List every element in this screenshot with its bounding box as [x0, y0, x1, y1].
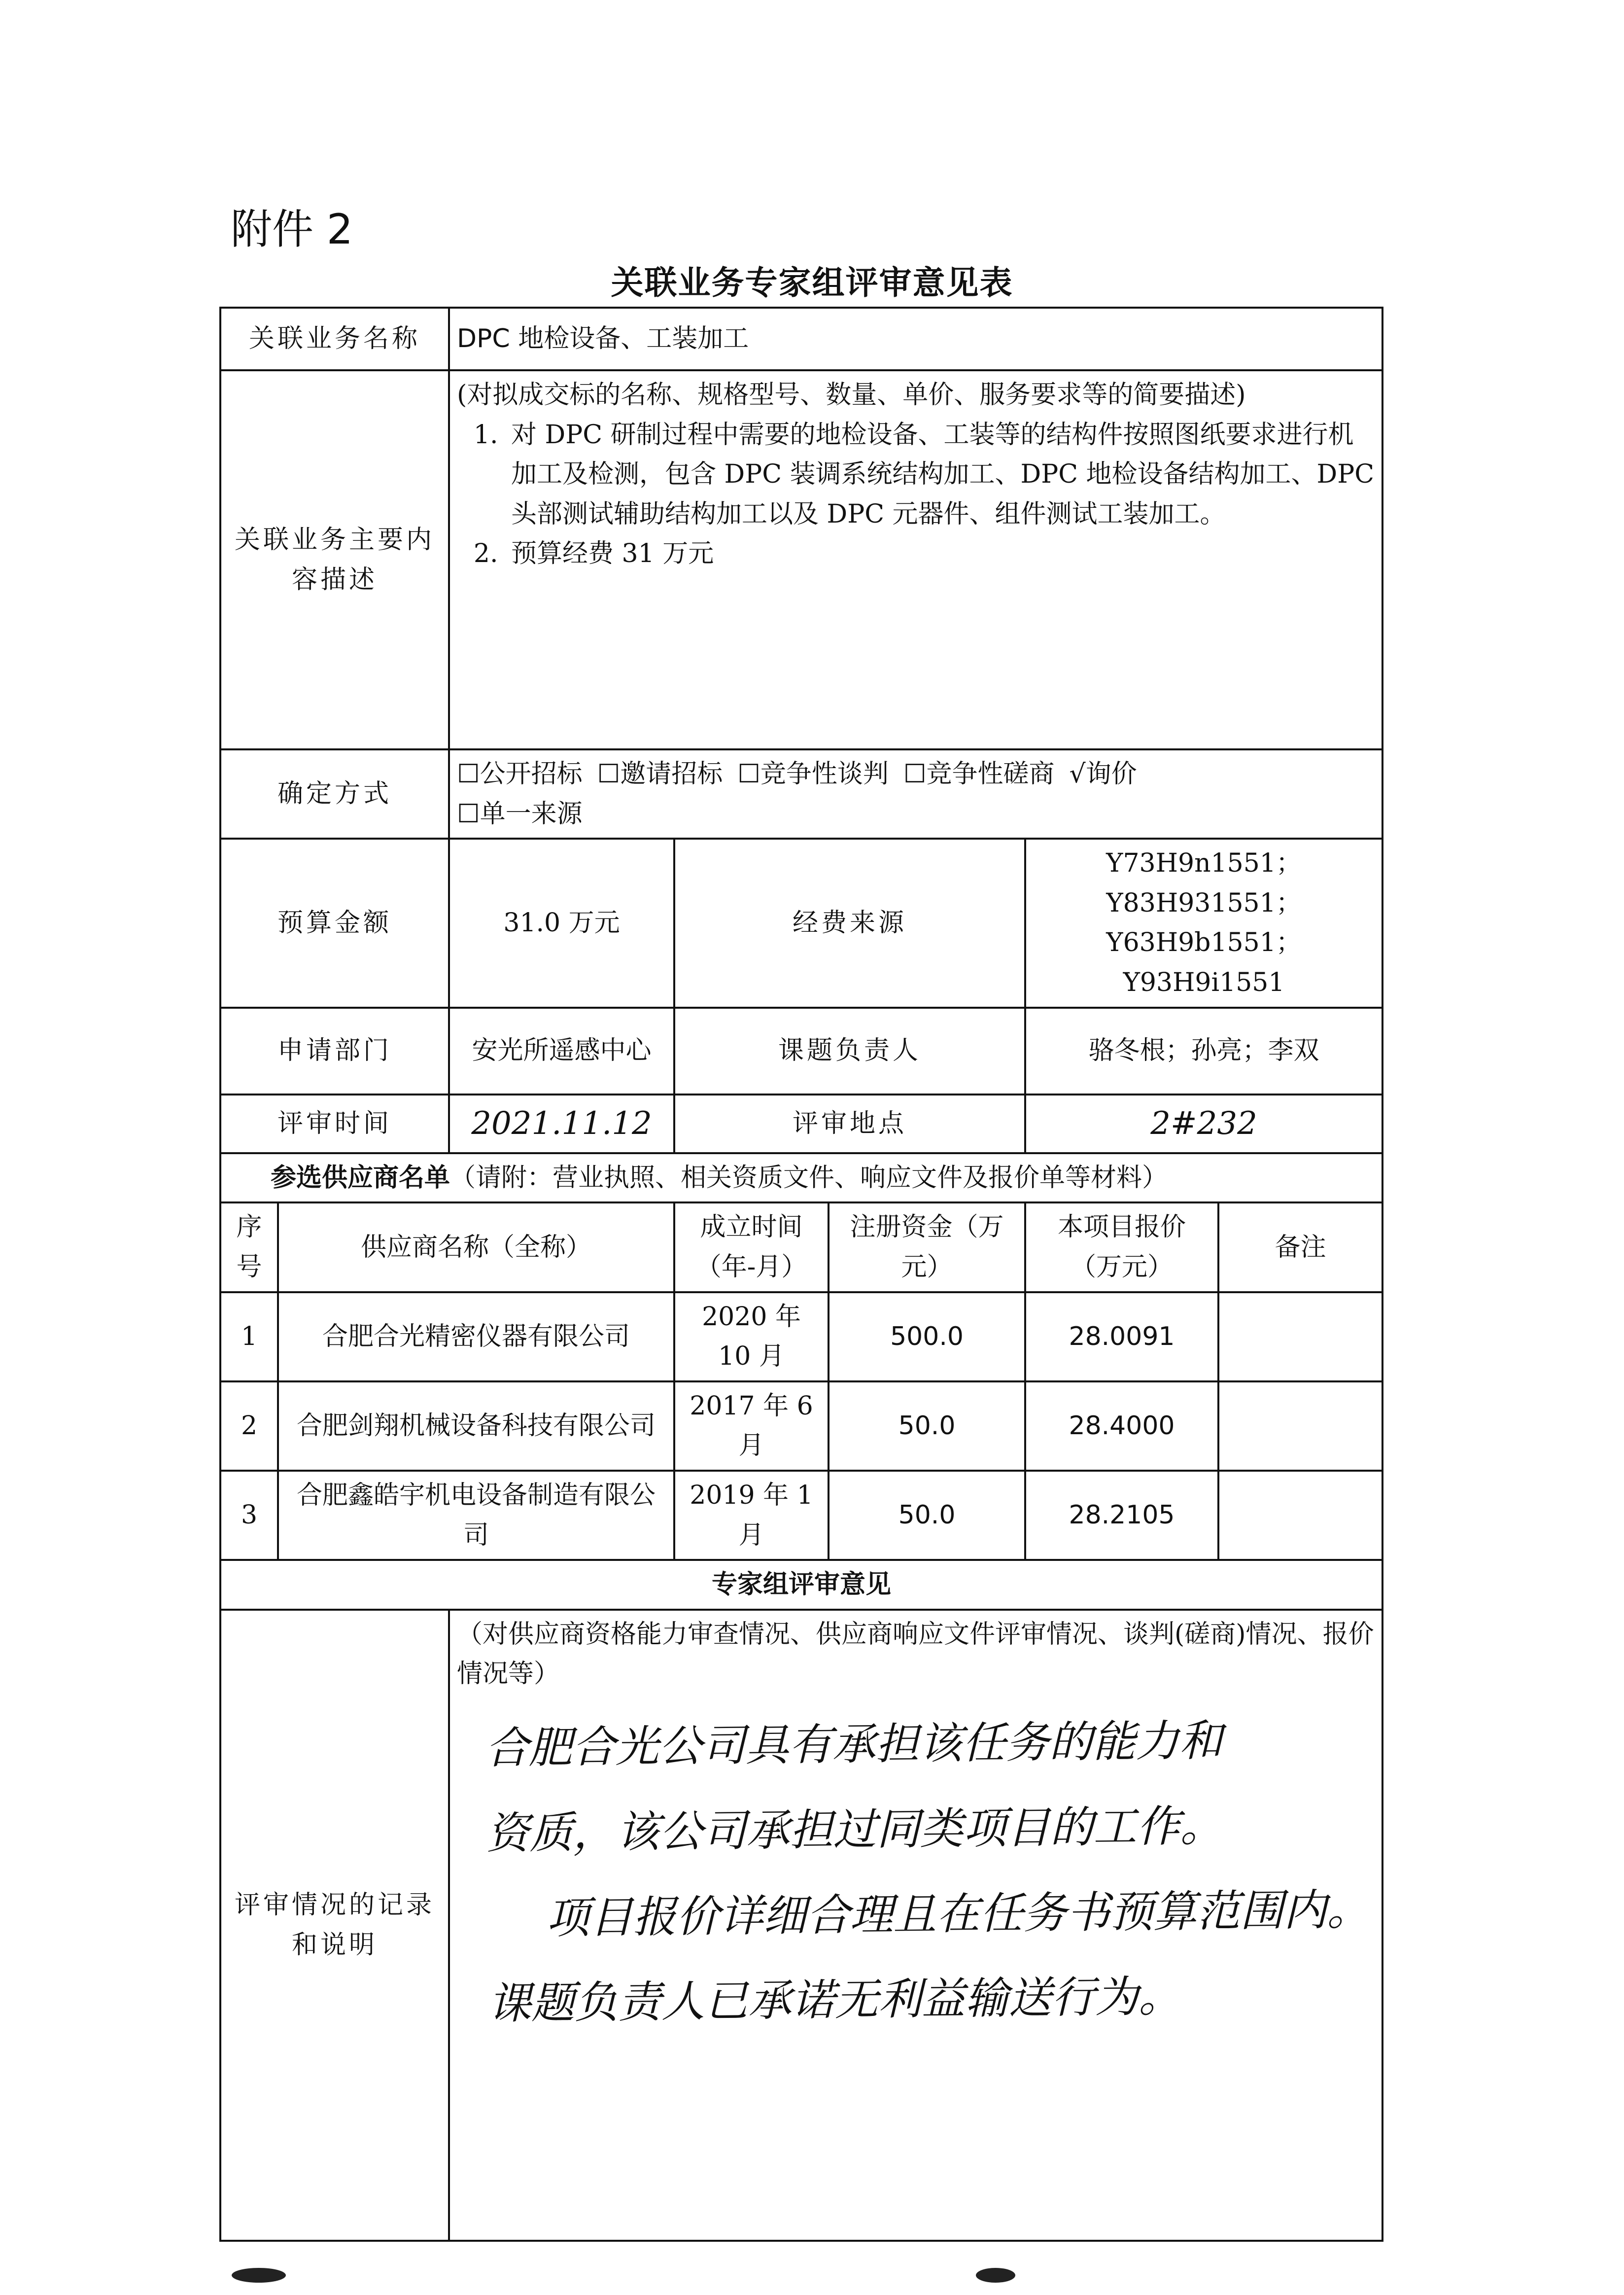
attachment-label: 附件 2 — [231, 205, 353, 253]
business-desc-item: 1. 对 DPC 研制过程中需要的地检设备、工装等的结构件按照图纸要求进行机加工及检测，包含 DPC 装调系统结构加工、DPC 地检设备结构加工、DPC 头部测试辅助结构加工以及 DPC 元器件、组件测试工装加工。 — [506, 415, 1375, 534]
dept-row — [220, 1008, 1382, 1095]
leader-label: 课题负责人 — [674, 1008, 1025, 1095]
business-name-value: DPC 地检设备、工装加工 — [449, 308, 1382, 370]
business-desc-row — [220, 370, 1382, 749]
suppliers-heading-note: （请附：营业执照、相关资质文件、响应文件及报价单等材料） — [450, 1163, 1168, 1193]
opinion-label: 评审情况的记录和说明 — [220, 1610, 449, 2241]
suppliers-header-row — [220, 1202, 1382, 1292]
supplier-capital: 500.0 — [829, 1292, 1025, 1381]
review-place-value: 2#232 — [1025, 1095, 1382, 1153]
supplier-quote: 28.0091 — [1025, 1292, 1218, 1381]
opinion-content — [449, 1610, 1382, 2241]
review-form-table — [219, 307, 1383, 2242]
opinion-heading: 专家组评审意见 — [220, 1560, 1382, 1610]
supplier-no: 2 — [220, 1381, 278, 1471]
table-row — [220, 1292, 1382, 1381]
supplier-no: 3 — [220, 1471, 278, 1560]
fund-source-line: Y73H9n1551；Y83H931551； — [1106, 848, 1302, 918]
dept-value: 安光所遥感中心 — [449, 1008, 674, 1095]
business-name-row — [220, 308, 1382, 370]
method-option-single-source: ☐单一来源 — [457, 799, 583, 829]
method-option-competitive-negotiation: ☐竞争性谈判 — [737, 759, 889, 789]
table-row — [220, 1381, 1382, 1471]
business-desc-list — [457, 415, 1375, 574]
supplier-note — [1218, 1292, 1382, 1381]
supplier-founded: 2017 年 6 月 — [674, 1381, 829, 1471]
review-time-value: 2021.11.12 — [449, 1095, 674, 1153]
supplier-quote: 28.2105 — [1025, 1471, 1218, 1560]
scan-artifact — [976, 2268, 1015, 2283]
col-header-no: 序号 — [220, 1202, 278, 1292]
budget-row — [220, 839, 1382, 1007]
opinion-hint: （对供应商资格能力审查情况、供应商响应文件评审情况、谈判(磋商)情况、报价情况等） — [457, 1619, 1374, 1689]
business-desc-content — [449, 370, 1382, 749]
fund-source-value — [1025, 839, 1382, 1007]
supplier-name: 合肥合光精密仪器有限公司 — [278, 1292, 674, 1381]
method-option-invited-bid: ☐邀请招标 — [597, 759, 723, 789]
supplier-founded: 2019 年 1 月 — [674, 1471, 829, 1560]
supplier-note — [1218, 1381, 1382, 1471]
method-options — [449, 749, 1382, 839]
supplier-capital: 50.0 — [829, 1471, 1025, 1560]
suppliers-heading — [220, 1153, 1382, 1203]
supplier-founded: 2020 年 10 月 — [674, 1292, 829, 1381]
scan-artifact — [232, 2268, 286, 2283]
opinion-row — [220, 1610, 1382, 2241]
supplier-quote: 28.4000 — [1025, 1381, 1218, 1471]
fund-source-line: Y63H9b1551；Y93H9i1551 — [1106, 928, 1302, 997]
fund-source-label: 经费来源 — [674, 839, 1025, 1007]
business-desc-item: 2. 预算经费 31 万元 — [506, 534, 1375, 574]
supplier-no: 1 — [220, 1292, 278, 1381]
col-header-capital: 注册资金（万元） — [829, 1202, 1025, 1292]
page-title: 关联业务专家组评审意见表 — [611, 264, 1013, 302]
col-header-name: 供应商名称（全称） — [278, 1202, 674, 1292]
budget-label: 预算金额 — [220, 839, 449, 1007]
supplier-capital: 50.0 — [829, 1381, 1025, 1471]
col-header-note: 备注 — [1218, 1202, 1382, 1292]
table-row — [220, 1471, 1382, 1560]
supplier-name: 合肥剑翔机械设备科技有限公司 — [278, 1381, 674, 1471]
supplier-note — [1218, 1471, 1382, 1560]
handwritten-line: 资质，该公司承担过同类项目的工作。 — [485, 1800, 1224, 1859]
budget-value: 31.0 万元 — [449, 839, 674, 1007]
method-row — [220, 749, 1382, 839]
review-time-label: 评审时间 — [220, 1095, 449, 1153]
method-option-inquiry: √询价 — [1069, 759, 1137, 789]
review-time-row — [220, 1095, 1382, 1153]
handwritten-opinion — [455, 1689, 1376, 2045]
opinion-heading-row — [220, 1560, 1382, 1610]
suppliers-heading-title: 参选供应商名单 — [271, 1162, 450, 1193]
handwritten-line: 课题负责人已承诺无利益输送行为。 — [487, 1971, 1182, 2029]
method-option-public-bid: ☐公开招标 — [457, 759, 583, 789]
col-header-founded: 成立时间（年-月） — [674, 1202, 829, 1292]
suppliers-heading-row — [220, 1153, 1382, 1203]
method-label: 确定方式 — [220, 749, 449, 839]
leader-value: 骆冬根；孙亮；李双 — [1025, 1008, 1382, 1095]
dept-label: 申请部门 — [220, 1008, 449, 1095]
business-desc-hint: (对拟成交标的名称、规格型号、数量、单价、服务要求等的简要描述) — [457, 380, 1246, 410]
review-place-label: 评审地点 — [674, 1095, 1025, 1153]
handwritten-line: 项目报价详细合理且在任务书预算范围内。 — [546, 1883, 1371, 1943]
supplier-name: 合肥鑫皓宇机电设备制造有限公司 — [278, 1471, 674, 1560]
handwritten-line: 合肥合光公司具有承担该任务的能力和 — [484, 1715, 1223, 1774]
business-name-label: 关联业务名称 — [220, 308, 449, 370]
col-header-quote: 本项目报价（万元） — [1025, 1202, 1218, 1292]
business-desc-label: 关联业务主要内容描述 — [220, 370, 449, 749]
method-option-competitive-consultation: ☐竞争性磋商 — [903, 759, 1055, 789]
